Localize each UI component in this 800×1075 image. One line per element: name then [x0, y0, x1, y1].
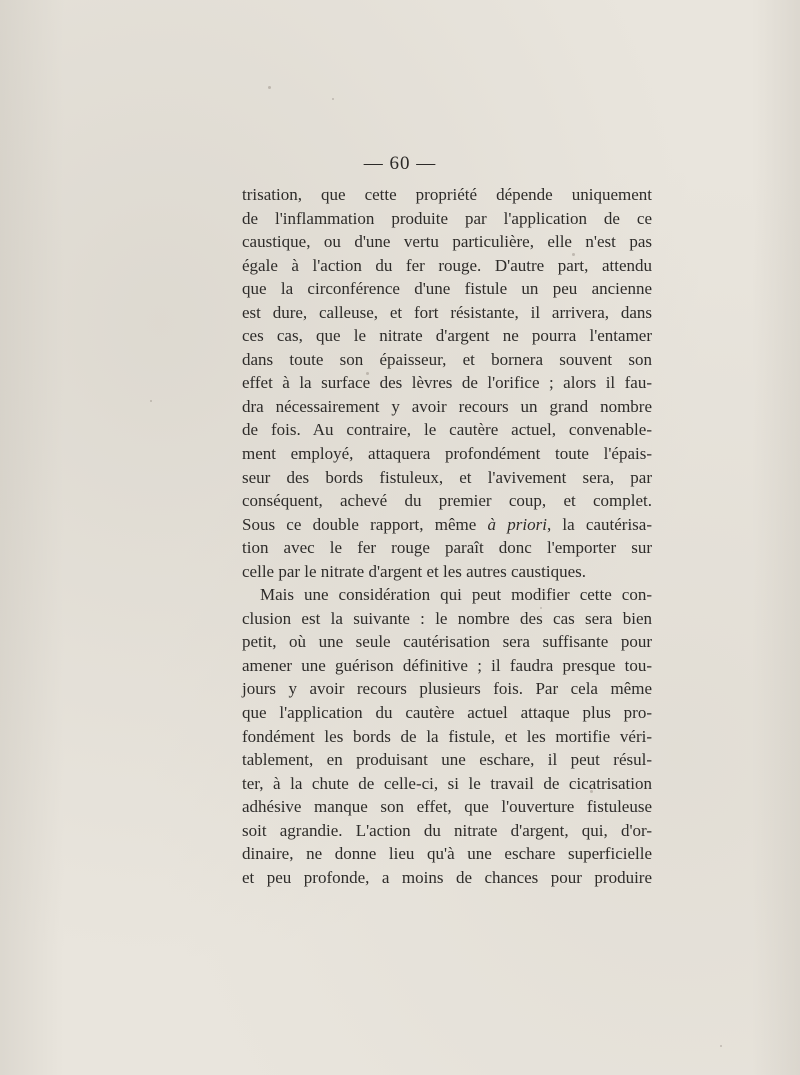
text-line: soit agrandie. L'action du nitrate d'argent, qui, d'or-	[242, 820, 652, 840]
italic-phrase: à priori	[487, 514, 547, 534]
text-line: est dure, calleuse, et fort résistante, il arrivera, dans	[242, 302, 652, 322]
text-line: égale à l'action du fer rouge. D'autre part, attendu	[242, 255, 652, 275]
text-line: dra nécessairement y avoir recours un grand nombre	[242, 396, 652, 416]
paper-speck	[268, 86, 271, 89]
text-line: adhésive manque son effet, que l'ouverture fistuleuse	[242, 797, 652, 817]
text-line: dans toute son épaisseur, et bornera souvent son	[242, 349, 652, 369]
text-line: ter, à la chute de celle-ci, si le travail de cicatrisation	[242, 773, 652, 793]
paper-speck	[590, 790, 593, 793]
text-line: seur des bords fistuleux, et l'avivement sera, par	[242, 467, 652, 487]
paper-speck	[572, 253, 575, 256]
text-line: effet à la surface des lèvres de l'orifice ; alors il fau-	[242, 373, 652, 393]
body-text	[242, 183, 652, 889]
text-line: ment employé, attaquera profondément toute l'épais-	[242, 444, 652, 464]
text-line: conséquent, achevé du premier coup, et complet.	[242, 491, 652, 511]
text-line: amener une guérison définitive ; il faudra presque tou-	[242, 655, 652, 675]
text-line: tion avec le fer rouge paraît donc l'emporter sur	[242, 538, 652, 558]
text-segment: , la cautérisa-	[546, 514, 652, 534]
text-line-paragraph-end: celle par le nitrate d'argent et les autres caustiques.	[242, 561, 587, 581]
text-line: et peu profonde, a moins de chances pour produire	[242, 867, 652, 887]
text-line: trisation, que cette propriété dépende uniquement	[242, 185, 652, 204]
text-line: dinaire, ne donne lieu qu'à une eschare superficielle	[242, 844, 652, 864]
paper-speck	[366, 372, 369, 375]
paper-speck	[150, 400, 152, 402]
text-line: de fois. Au contraire, le cautère actuel, convenable-	[242, 420, 652, 440]
text-line: fondément les bords de la fistule, et les mortifie véri-	[242, 726, 652, 746]
text-line-italic-phrase	[242, 513, 652, 537]
paper-speck	[540, 607, 542, 609]
text-line: que l'application du cautère actuel attaque plus pro-	[242, 703, 652, 723]
page-number: — 60 —	[363, 153, 437, 174]
paper-speck	[720, 1045, 722, 1047]
text-line: caustique, ou d'une vertu particulière, elle n'est pas	[242, 232, 652, 252]
text-line: que la circonférence d'une fistule un peu ancienne	[242, 279, 652, 299]
text-line: petit, où une seule cautérisation sera suffisante pour	[242, 632, 652, 652]
text-line-paragraph-start: Mais une considération qui peut modifier cette con-	[260, 585, 652, 605]
text-line: jours y avoir recours plusieurs fois. Par cela même	[242, 679, 652, 699]
text-line: clusion est la suivante : le nombre des cas sera bien	[242, 608, 652, 628]
text-segment: Sous ce double rapport, même	[242, 514, 477, 534]
text-line: ces cas, que le nitrate d'argent ne pourra l'entamer	[242, 326, 652, 346]
text-line: tablement, en produisant une eschare, il peut résul-	[242, 750, 652, 770]
paper-speck	[332, 98, 334, 100]
text-line: de l'inflammation produite par l'application de ce	[242, 208, 652, 228]
